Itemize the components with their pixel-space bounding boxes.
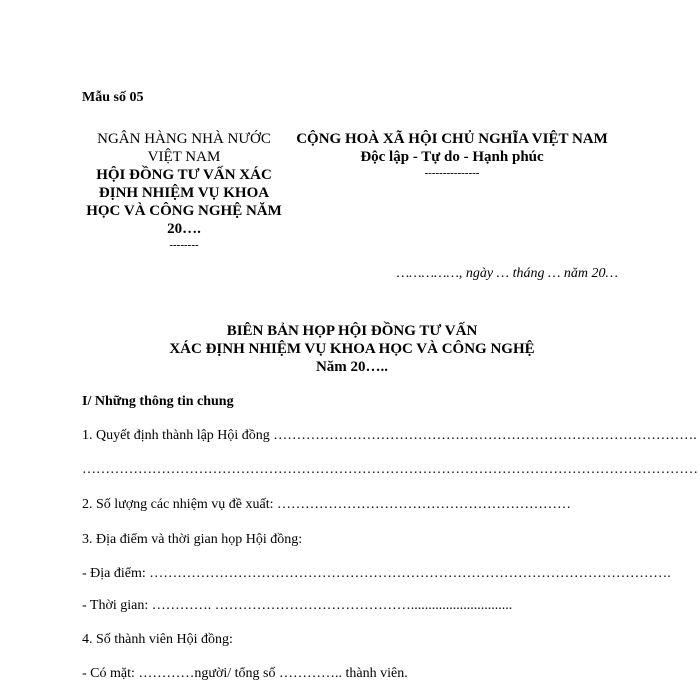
council-line-2: ĐỊNH NHIỆM VỤ KHOA	[98, 185, 270, 201]
item-decision-continuation: ……………………………………………………………………………………………………………………	[82, 462, 698, 477]
agency-line-1: NGÂN HÀNG NHÀ NƯỚC	[97, 131, 271, 147]
item-member-count: 4. Số thành viên Hội đồng:	[82, 632, 233, 647]
title-line-1: BIÊN BẢN HỌP HỘI ĐỒNG TƯ VẤN	[226, 323, 478, 339]
item-proposed-count: 2. Số lượng các nhiệm vụ đề xuất: ………………………………………………………	[82, 497, 572, 512]
motto: Độc lập - Tự do - Hạnh phúc	[360, 149, 544, 165]
item-present: - Có mặt: …………người/ tổng số ………….. thành viên.	[82, 666, 408, 681]
document-title	[82, 322, 622, 376]
council-line-4: 20….	[167, 221, 201, 237]
section-heading-general-info: I/ Những thông tin chung	[82, 394, 234, 409]
item-place: - Địa điểm: ………………………………………………………………………………………………….	[82, 566, 671, 581]
country-name: CỘNG HOÀ XÃ HỘI CHỦ NGHĨA VIỆT NAM	[296, 131, 608, 147]
agency-line-2: VIỆT NAM	[147, 149, 221, 165]
date-line: ……………, ngày … tháng … năm 20…	[396, 266, 618, 281]
council-line-1: HỘI ĐỒNG TƯ VẤN XÁC	[96, 167, 272, 183]
item-decision: 1. Quyết định thành lập Hội đồng ……………………………………………………………………………….	[82, 428, 697, 443]
form-number: Mẫu số 05	[82, 90, 144, 105]
item-time: - Thời gian: …………. …………………………………….............................	[82, 598, 513, 613]
right-divider: ---------------	[424, 167, 480, 179]
left-divider: --------	[169, 239, 199, 251]
council-line-3: HỌC VÀ CÔNG NGHỆ NĂM	[86, 203, 282, 219]
national-header-block	[292, 130, 612, 180]
title-line-2: XÁC ĐỊNH NHIỆM VỤ KHOA HỌC VÀ CÔNG NGHỆ	[169, 341, 535, 357]
issuing-agency-block	[76, 130, 292, 252]
title-line-3: Năm 20…..	[315, 359, 389, 375]
item-place-time: 3. Địa điểm và thời gian họp Hội đồng:	[82, 532, 303, 547]
